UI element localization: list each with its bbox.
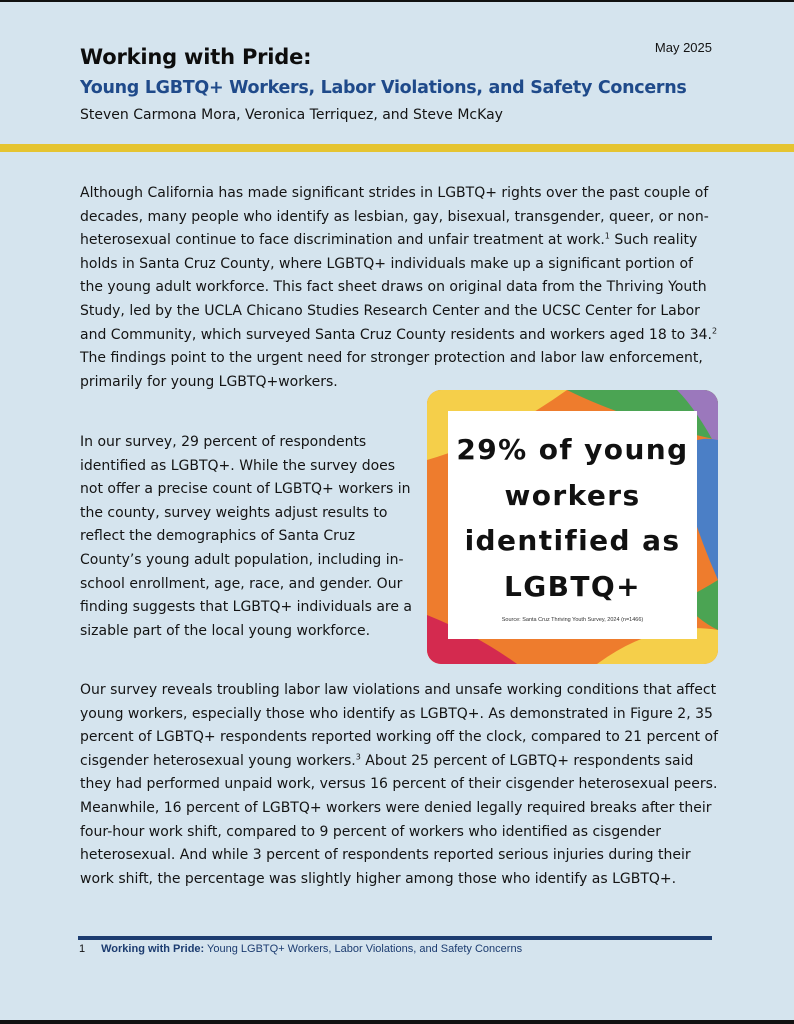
intro-text-part3: The findings point to the urgent need for stronger protection and labor law enforcement, primarily for young LGBTQ+workers.	[80, 350, 703, 390]
stat-line-1: 29% of young	[456, 433, 689, 466]
footer-divider	[78, 936, 712, 940]
stat-headline	[448, 427, 697, 609]
intro-paragraph	[80, 182, 720, 394]
findings-text-part1: Our survey reveals troubling labor law violations and unsafe working conditions that affect young workers, especially those who identify as LGBTQ+. As demonstrated in Figure 2, 35 percent of LGBTQ+ respondents reported working off the clock, compared to 21 percent of cisgender heterosexual young workers.	[80, 682, 719, 769]
stat-line-4: LGBTQ+	[504, 569, 641, 603]
stat-line-2: workers	[504, 478, 641, 512]
page-title: Working with Pride:	[80, 45, 312, 69]
findings-paragraph	[80, 679, 720, 891]
findings-text-part2: About 25 percent of LGBTQ+ respondents said they had performed unpaid work, versus 16 percent of their cisgender heterosexual peers. Meanwhile, 16 percent of LGBTQ+ workers were denied legally required breaks after their four-hour work shift, compared to 9 percent of workers who identified as cisgender heterosexual. And while 3 percent of respondents reported serious injuries during their work shift, the percentage was slightly higher among those who identify as LGBTQ+.	[80, 752, 718, 887]
stat-card-panel	[448, 411, 697, 639]
page-subtitle: Young LGBTQ+ Workers, Labor Violations, and Safety Concerns	[80, 78, 687, 98]
stat-source-note: Source: Santa Cruz Thriving Youth Survey, 2024 (n=1466)	[501, 617, 644, 623]
stat-line-3: identified as	[464, 524, 681, 557]
footer-title-rest: Young LGBTQ+ Workers, Labor Violations, and Safety Concerns	[204, 943, 523, 955]
survey-paragraph: In our survey, 29 percent of respondents identified as LGBTQ+. While the survey does not offer a precise count of LGBTQ+ workers in the county, survey weights adjust results to reflect the demographics of Santa Cruz County’s young adult population, including in-school enrollment, age, race, and gender. Our finding suggests that LGBTQ+ individuals are a sizable part of the local young workforce.	[80, 434, 413, 639]
footnote-ref-3[interactable]: 3	[355, 752, 361, 762]
page-top-border	[0, 0, 794, 2]
page-footer	[79, 943, 522, 955]
intro-text-part1: Although California has made significant strides in LGBTQ+ rights over the past couple of decades, many people who identify as lesbian, gay, bisexual, transgender, queer, or non-heterosexual continue to face discrimination and unfair treatment at work.	[80, 185, 709, 249]
footnote-ref-1[interactable]: 1	[604, 231, 610, 241]
publication-date: May 2025	[654, 40, 712, 55]
page-bottom-border	[0, 1020, 794, 1024]
intro-text-part2: Such reality holds in Santa Cruz County, where LGBTQ+ individuals make up a significant portion of the young adult workforce. This fact sheet draws on original data from the Thriving Youth Study, led by the UCLA Chicano Studies Research Center and the UCSC Center for Labor and Community, which surveyed Santa Cruz County residents and workers aged 18 to 34.	[80, 232, 712, 343]
footnote-ref-2[interactable]: 2	[711, 325, 718, 335]
stat-callout-card	[427, 390, 718, 664]
header-divider	[0, 144, 794, 152]
author-list: Steven Carmona Mora, Veronica Terriquez, and Steve McKay	[80, 107, 503, 123]
page-number: 1	[79, 943, 86, 955]
footer-title-bold: Working with Pride:	[101, 943, 205, 955]
